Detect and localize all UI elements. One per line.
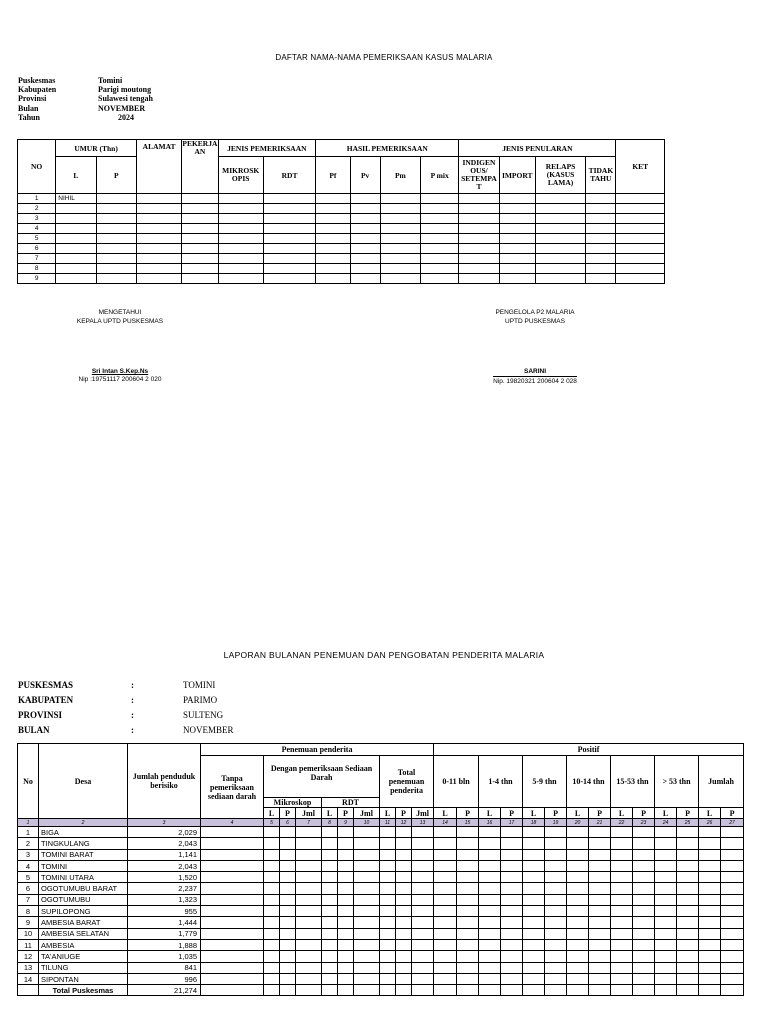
doc1-info-kabupaten: Kabupaten Parigi moutong bbox=[18, 85, 152, 95]
col-p: P bbox=[501, 808, 523, 819]
col-pf: Pf bbox=[316, 157, 350, 194]
column-index: 5 bbox=[264, 819, 280, 827]
col-p: P bbox=[721, 808, 744, 819]
desa-name: TA'ANIUGE bbox=[39, 951, 128, 962]
table-row bbox=[18, 917, 744, 928]
row-number: 3 bbox=[18, 849, 39, 860]
column-index: 18 bbox=[523, 819, 545, 827]
row-number: 4 bbox=[18, 224, 56, 234]
malaria-monthly-report-table bbox=[17, 743, 744, 996]
row-number: 9 bbox=[18, 917, 39, 928]
population-at-risk: 1,323 bbox=[128, 894, 201, 905]
desa-name: TOMINI BARAT bbox=[39, 849, 128, 860]
col-pekerjaan: PEKERJA AN bbox=[182, 140, 218, 194]
column-index: 25 bbox=[677, 819, 699, 827]
row-number: 1 bbox=[18, 827, 39, 838]
row-number: 14 bbox=[18, 973, 39, 984]
column-index: 9 bbox=[338, 819, 354, 827]
doc1-title: DAFTAR NAMA-NAMA PEMERIKSAAN KASUS MALARIA bbox=[275, 53, 493, 62]
desa-name: OGOTUMUBU BARAT bbox=[39, 883, 128, 894]
table-row bbox=[18, 883, 744, 894]
col-tidak-tahu: TIDAK TAHU bbox=[586, 157, 616, 194]
col-l: L bbox=[264, 808, 280, 819]
doc1-info-puskesmas: Puskesmas Tomini bbox=[18, 76, 123, 85]
signature-right bbox=[455, 309, 615, 385]
sig-left-line2: KEPALA UPTD PUSKESMAS bbox=[76, 318, 164, 325]
population-at-risk: 1,888 bbox=[128, 939, 201, 950]
row-number: 7 bbox=[18, 894, 39, 905]
col-jumlah-penduduk: Jumlah penduduk berisiko bbox=[128, 744, 201, 819]
column-index: 10 bbox=[354, 819, 380, 827]
row-number: 2 bbox=[18, 838, 39, 849]
population-at-risk: 2,043 bbox=[128, 838, 201, 849]
column-index: 8 bbox=[322, 819, 338, 827]
desa-name: AMBESIA SELATAN bbox=[39, 928, 128, 939]
col-jenis-pemeriksaan: JENIS PEMERIKSAAN bbox=[218, 140, 316, 157]
col-indigenous: INDIGEN OUS/ SETEMPA T bbox=[459, 157, 499, 194]
population-at-risk: 2,237 bbox=[128, 883, 201, 894]
col-umur-l: L bbox=[56, 157, 96, 194]
column-index: 7 bbox=[296, 819, 322, 827]
desa-name: BIGA bbox=[39, 827, 128, 838]
sig-left-line1: MENGETAHUI bbox=[98, 309, 142, 316]
col-age-15-53: 15-53 thn bbox=[611, 756, 655, 808]
row-number: 8 bbox=[18, 264, 56, 274]
col-p: P bbox=[280, 808, 296, 819]
col-jml: Jml bbox=[412, 808, 434, 819]
col-positif: Positif bbox=[434, 744, 744, 756]
col-pmix: P mix bbox=[421, 157, 459, 194]
col-p: P bbox=[633, 808, 655, 819]
table-row bbox=[18, 906, 744, 917]
column-index: 21 bbox=[589, 819, 611, 827]
desa-name: AMBESIA bbox=[39, 939, 128, 950]
column-index: 4 bbox=[201, 819, 264, 827]
col-age-5-9: 5-9 thn bbox=[523, 756, 567, 808]
col-l: L bbox=[322, 808, 338, 819]
population-at-risk: 1,035 bbox=[128, 951, 201, 962]
column-index: 2 bbox=[39, 819, 128, 827]
row-number: 10 bbox=[18, 928, 39, 939]
col-age-1-4: 1-4 thn bbox=[479, 756, 523, 808]
total-row bbox=[18, 985, 744, 996]
col-l: L bbox=[434, 808, 457, 819]
col-jml: Jml bbox=[296, 808, 322, 819]
column-index: 14 bbox=[434, 819, 457, 827]
table-row bbox=[18, 264, 665, 274]
desa-name: SUPILOPONG bbox=[39, 906, 128, 917]
table-row bbox=[18, 224, 665, 234]
population-at-risk: 1,520 bbox=[128, 872, 201, 883]
doc2-info bbox=[18, 678, 234, 738]
table-row bbox=[18, 838, 744, 849]
column-index: 11 bbox=[380, 819, 396, 827]
column-index: 13 bbox=[412, 819, 434, 827]
col-total-penemuan: Total penemuan penderita bbox=[380, 756, 434, 808]
desa-name: TOMINI bbox=[39, 860, 128, 871]
col-p: P bbox=[677, 808, 699, 819]
column-index: 24 bbox=[655, 819, 677, 827]
population-at-risk: 841 bbox=[128, 962, 201, 973]
doc2-info-bulan: BULAN : NOVEMBER bbox=[18, 725, 234, 735]
column-index: 26 bbox=[699, 819, 721, 827]
total-label: Total Puskesmas bbox=[39, 985, 128, 996]
table-row bbox=[18, 860, 744, 871]
col-no: No bbox=[18, 744, 39, 819]
population-at-risk: 2,043 bbox=[128, 860, 201, 871]
row-number: 7 bbox=[18, 254, 56, 264]
col-pm: Pm bbox=[380, 157, 420, 194]
population-at-risk: 955 bbox=[128, 906, 201, 917]
population-at-risk: 996 bbox=[128, 973, 201, 984]
col-age-10-14: 10-14 thn bbox=[567, 756, 611, 808]
sig-right-line1: PENGELOLA P2 MALARIA bbox=[495, 309, 575, 316]
sig-left-name: Sri Intan S.Kep.Ns bbox=[91, 368, 149, 375]
doc2-info-kabupaten: KABUPATEN : PARIMO bbox=[18, 695, 218, 705]
table-row bbox=[18, 849, 744, 860]
doc1-info-tahun: Tahun 2024 bbox=[18, 112, 134, 122]
table-row bbox=[18, 928, 744, 939]
row-number: 4 bbox=[18, 860, 39, 871]
nihil-note: NIHIL bbox=[56, 194, 96, 204]
sig-left-nip: Nip :19751117 200604 2 020 bbox=[78, 376, 162, 383]
column-index: 27 bbox=[721, 819, 744, 827]
col-l: L bbox=[479, 808, 501, 819]
row-number: 6 bbox=[18, 883, 39, 894]
col-p: P bbox=[338, 808, 354, 819]
doc1-info bbox=[18, 76, 153, 122]
column-index: 20 bbox=[567, 819, 589, 827]
row-number: 12 bbox=[18, 951, 39, 962]
col-alamat: ALAMAT bbox=[136, 140, 181, 194]
col-p: P bbox=[589, 808, 611, 819]
col-p: P bbox=[545, 808, 567, 819]
doc2-info-provinsi: PROVINSI : SULTENG bbox=[18, 710, 224, 720]
col-rdt: RDT bbox=[263, 157, 315, 194]
desa-name: OGOTUMUBU bbox=[39, 894, 128, 905]
table-row bbox=[18, 214, 665, 224]
desa-name: SIPONTAN bbox=[39, 973, 128, 984]
col-mikroskop: Mikroskop bbox=[264, 798, 322, 808]
table-row bbox=[18, 894, 744, 905]
table-row bbox=[18, 194, 665, 204]
col-import: IMPORT bbox=[499, 157, 535, 194]
sig-right-name: SARINI bbox=[523, 368, 547, 375]
row-number: 6 bbox=[18, 244, 56, 254]
column-index: 1 bbox=[18, 819, 39, 827]
population-at-risk: 1,141 bbox=[128, 849, 201, 860]
table-row bbox=[18, 244, 665, 254]
col-l: L bbox=[380, 808, 396, 819]
col-l: L bbox=[699, 808, 721, 819]
column-index: 22 bbox=[611, 819, 633, 827]
malaria-exam-table bbox=[17, 139, 665, 284]
col-age-53plus: > 53 thn bbox=[655, 756, 699, 808]
col-mikroskopis: MIKROSK OPIS bbox=[218, 157, 263, 194]
desa-name: AMBESIA BARAT bbox=[39, 917, 128, 928]
col-tanpa-pemeriksaan: Tanpa pemeriksaan sediaan darah bbox=[201, 756, 264, 819]
col-desa: Desa bbox=[39, 744, 128, 819]
column-index: 16 bbox=[479, 819, 501, 827]
row-number: 2 bbox=[18, 204, 56, 214]
table-row bbox=[18, 962, 744, 973]
population-at-risk: 1,779 bbox=[128, 928, 201, 939]
table-row bbox=[18, 254, 665, 264]
desa-name: TINGKULANG bbox=[39, 838, 128, 849]
col-l: L bbox=[655, 808, 677, 819]
col-pv: Pv bbox=[350, 157, 380, 194]
row-number: 8 bbox=[18, 906, 39, 917]
doc1-info-provinsi: Provinsi Sulawesi tengah bbox=[18, 94, 153, 104]
col-penemuan: Penemuan penderita bbox=[201, 744, 434, 756]
col-rdt: RDT bbox=[322, 798, 380, 808]
column-index: 17 bbox=[501, 819, 523, 827]
col-no: NO bbox=[18, 140, 56, 194]
row-number: 1 bbox=[18, 194, 56, 204]
desa-name: TILUNG bbox=[39, 962, 128, 973]
row-number: 3 bbox=[18, 214, 56, 224]
column-index: 6 bbox=[280, 819, 296, 827]
column-index-row bbox=[18, 819, 744, 827]
col-relaps: RELAPS (KASUS LAMA) bbox=[535, 157, 585, 194]
col-p: P bbox=[457, 808, 479, 819]
doc1-info-bulan: Bulan NOVEMBER bbox=[18, 103, 146, 113]
col-umur-p: P bbox=[96, 157, 136, 194]
column-index: 19 bbox=[545, 819, 567, 827]
col-dengan-pemeriksaan: Dengan pemeriksaan Sediaan Darah bbox=[264, 756, 380, 798]
row-number: 9 bbox=[18, 274, 56, 284]
doc2-title: LAPORAN BULANAN PENEMUAN DAN PENGOBATAN PENDERITA MALARIA bbox=[223, 650, 545, 660]
doc2-info-puskesmas: PUSKESMAS : TOMINI bbox=[18, 680, 216, 690]
table-row bbox=[18, 204, 665, 214]
table-row bbox=[18, 939, 744, 950]
col-l: L bbox=[611, 808, 633, 819]
row-number: 5 bbox=[18, 234, 56, 244]
row-number: 13 bbox=[18, 962, 39, 973]
doc1-rows bbox=[18, 194, 665, 284]
column-index: 15 bbox=[457, 819, 479, 827]
col-ket: KET bbox=[616, 140, 665, 194]
col-jumlah: Jumlah bbox=[699, 756, 744, 808]
col-jml: Jml bbox=[354, 808, 380, 819]
col-jenis-penularan: JENIS PENULARAN bbox=[459, 140, 616, 157]
table-row bbox=[18, 872, 744, 883]
signature-left bbox=[40, 309, 200, 383]
table-row bbox=[18, 951, 744, 962]
col-age-0-11: 0-11 bln bbox=[434, 756, 479, 808]
table-row bbox=[18, 234, 665, 244]
table-row bbox=[18, 827, 744, 838]
population-at-risk: 1,444 bbox=[128, 917, 201, 928]
col-umur: UMUR (Thn) bbox=[56, 140, 137, 157]
population-at-risk: 2,029 bbox=[128, 827, 201, 838]
desa-name: TOMINI UTARA bbox=[39, 872, 128, 883]
col-l: L bbox=[567, 808, 589, 819]
column-index: 12 bbox=[396, 819, 412, 827]
doc2-rows bbox=[18, 827, 744, 985]
col-p: P bbox=[396, 808, 412, 819]
table-row bbox=[18, 973, 744, 984]
col-l: L bbox=[523, 808, 545, 819]
sig-right-nip: Nip. 19820321 200604 2 028 bbox=[493, 378, 577, 385]
sig-right-line2: UPTD PUSKESMAS bbox=[505, 318, 565, 325]
column-index: 23 bbox=[633, 819, 655, 827]
column-index: 3 bbox=[128, 819, 201, 827]
row-number: 11 bbox=[18, 939, 39, 950]
total-value: 21,274 bbox=[128, 985, 201, 996]
col-hasil-pemeriksaan: HASIL PEMERIKSAAN bbox=[316, 140, 459, 157]
table-row bbox=[18, 274, 665, 284]
row-number: 5 bbox=[18, 872, 39, 883]
